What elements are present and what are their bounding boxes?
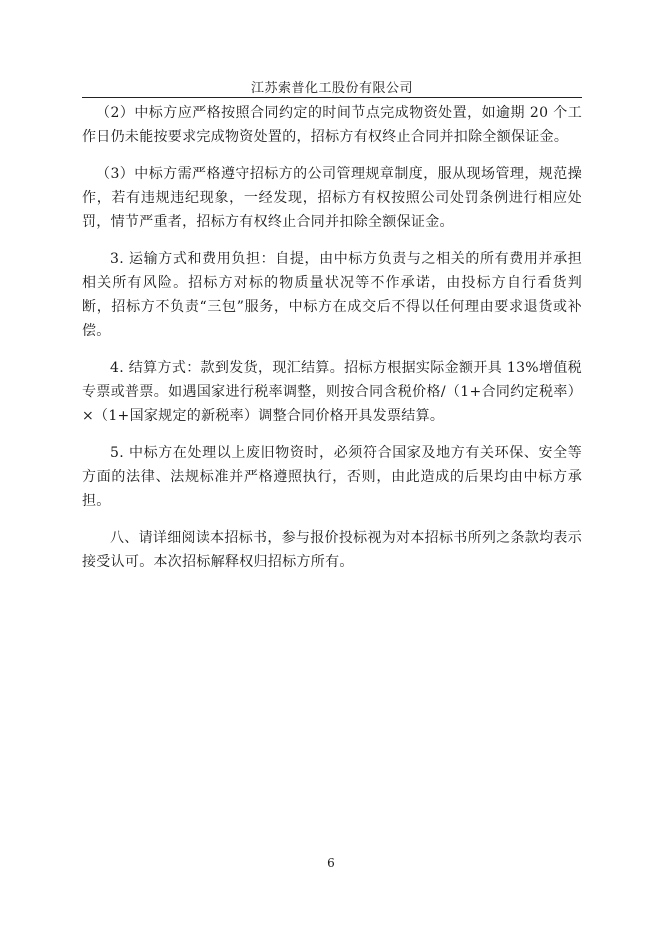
page-number: 6 — [327, 856, 335, 870]
paragraph-transport-cost: 3. 运输方式和费用负担：自提，由中标方负责与之相关的所有费用并承担相关所有风险。招标方对标的物质量状况等不作承诺，由投标方自行看货判断，招标方不负责“三包”服务，中标方在成交后不得以任何理由要求退货或补偿。 — [82, 251, 582, 339]
document-body — [82, 101, 582, 587]
paragraph-overdue-disposal: （2）中标方应严格按照合同约定的时间节点完成物资处置，如逾期 20 个工作日仍未能按要求完成物资处置的，招标方有权终止合同并扣除全额保证金。 — [82, 105, 582, 145]
paragraph-site-management: （3）中标方需严格遵守招标方的公司管理规章制度，服从现场管理，规范操作，若有违规违纪现象，一经发现，招标方有权按照公司处罚条例进行相应处罚，情节严重者，招标方有权终止合同并扣除全额保证金。 — [82, 166, 582, 230]
paragraph-environmental-compliance: 5. 中标方在处理以上废旧物资时，必须符合国家及地方有关环保、安全等方面的法律、法规标准并严格遵照执行，否则，由此造成的后果均由中标方承担。 — [82, 445, 582, 509]
paragraph-acceptance: 八、请详细阅读本招标书，参与报价投标视为对本招标书所列之条款均表示接受认可。本次招标解释权归招标方所有。 — [82, 530, 582, 570]
page-header-company: 江苏索普化工股份有限公司 — [250, 81, 413, 96]
paragraph-settlement: 4. 结算方式：款到发货，现汇结算。招标方根据实际金额开具 13%增值税专票或普票。如遇国家进行税率调整，则按合同含税价格/（1+合同约定税率）×（1+国家规定的新税率）调整合同价格开具发票结算。 — [82, 360, 582, 424]
header-divider — [82, 97, 582, 98]
